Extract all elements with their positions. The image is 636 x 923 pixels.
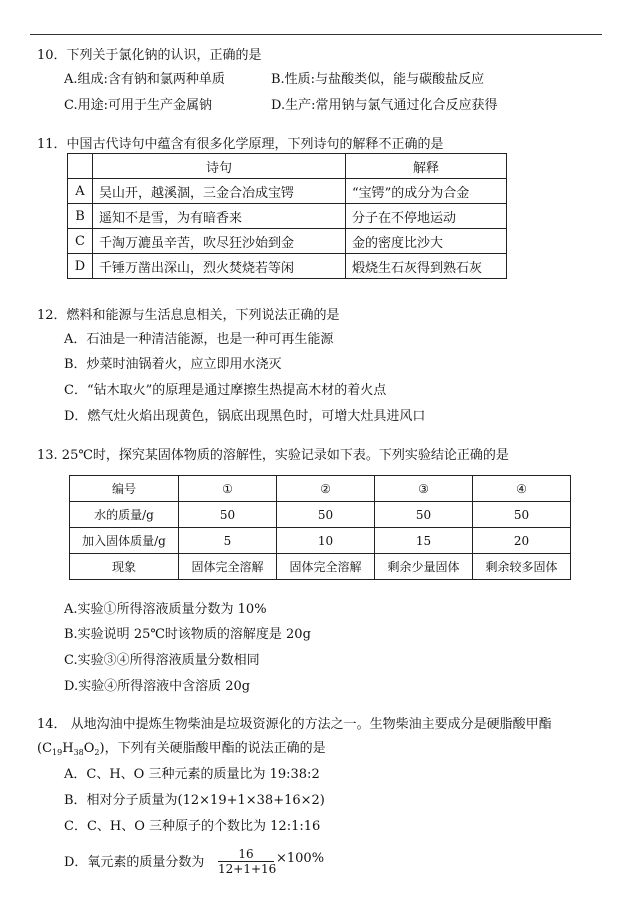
q13-option-d: D.实验④所得溶液中含溶质 20g: [64, 679, 251, 694]
table-cell: 固体完全溶解: [277, 554, 375, 580]
q12-stem: 12．燃料和能源与生活息息相关，下列说法正确的是: [37, 308, 340, 323]
table-cell: 千锤万凿出深山，烈火焚烧若等闲: [93, 254, 346, 279]
table-header-cell: ③: [375, 476, 473, 502]
table-cell: 50: [375, 502, 473, 528]
table-cell: 吴山开，越溪涸，三金合冶成宝锷: [93, 179, 346, 204]
table-cell: 50: [277, 502, 375, 528]
table-header-cell: ②: [277, 476, 375, 502]
top-rule: [30, 34, 602, 35]
table-cell: 15: [375, 528, 473, 554]
q11-stem: 11．中国古代诗句中蕴含有很多化学原理，下列诗句的解释不正确的是: [37, 137, 444, 152]
table-cell: B: [68, 204, 93, 229]
q14-option-a: A．C、H、O 三种元素的质量比为 19:38:2: [64, 767, 320, 782]
q11-table: [67, 153, 507, 279]
table-row: [68, 229, 507, 254]
table-cell: 千淘万漉虽辛苦，吹尽狂沙始到金: [93, 229, 346, 254]
table-header-cell: 编号: [70, 476, 179, 502]
table-cell: 水的质量/g: [70, 502, 179, 528]
table-cell: D: [68, 254, 93, 279]
formula-text: O: [83, 741, 95, 756]
q12-option-b: B．炒菜时油锅着火，应立即用水浇灭: [64, 357, 282, 372]
q14-option-c: C．C、H、O 三种原子的个数比为 12:1:16: [64, 819, 321, 834]
q14-option-d-prefix: D．氧元素的质量分数为: [64, 855, 205, 870]
table-cell: “宝锷”的成分为合金: [346, 179, 507, 204]
table-cell: 50: [179, 502, 277, 528]
formula-text: H: [62, 741, 74, 756]
q13-option-c: C.实验③④所得溶液质量分数相同: [64, 653, 260, 668]
q14-stem-formula: [37, 737, 326, 757]
fraction-numerator: 16: [218, 847, 274, 862]
q10-option-b: B.性质:与盐酸类似，能与碳酸盐反应: [271, 72, 485, 87]
table-cell: 10: [277, 528, 375, 554]
table-cell: 煅烧生石灰得到熟石灰: [346, 254, 507, 279]
q14-option-b: B．相对分子质量为(12×19+1×38+16×2): [64, 793, 325, 808]
table-cell: 固体完全溶解: [179, 554, 277, 580]
formula-subscript: 38: [73, 748, 84, 757]
table-cell: 现象: [70, 554, 179, 580]
table-cell: 加入固体质量/g: [70, 528, 179, 554]
table-cell: C: [68, 229, 93, 254]
q14-option-d-fraction: [218, 847, 277, 876]
q14-option-d-suffix: ×100%: [276, 851, 325, 866]
table-cell: 5: [179, 528, 277, 554]
q13-option-b: B.实验说明 25℃时该物质的溶解度是 20g: [64, 627, 311, 642]
table-cell: A: [68, 179, 93, 204]
formula-text: (C: [37, 741, 53, 756]
formula-subscript: 2: [94, 748, 100, 757]
table-row: [68, 179, 507, 204]
q14-stem-tail: )，下列有关硬脂酸甲酯的说法正确的是: [99, 741, 326, 756]
table-cell: 20: [473, 528, 571, 554]
q10-option-c: C.用途:可用于生产金属钠: [64, 98, 212, 113]
table-cell: 剩余较多固体: [473, 554, 571, 580]
table-cell: 分子在不停地运动: [346, 204, 507, 229]
q14-stem: 14． 从地沟油中提炼生物柴油是垃圾资源化的方法之一。生物柴油主要成分是硬脂酸甲酯: [37, 717, 552, 732]
q10-option-a: A.组成:含有钠和氯两种单质: [64, 72, 225, 87]
table-header-cell: 解释: [346, 154, 507, 179]
table-header-row: [70, 476, 571, 502]
formula-subscript: 19: [52, 748, 63, 757]
table-header-row: [68, 154, 507, 179]
table-row: [70, 502, 571, 528]
table-cell: 剩余少量固体: [375, 554, 473, 580]
q12-option-d: D．燃气灶火焰出现黄色，锅底出现黑色时，可增大灶具进风口: [64, 409, 426, 424]
q10-option-d: D.生产:常用钠与氯气通过化合反应获得: [271, 98, 498, 113]
q12-option-c: C．“钻木取火”的原理是通过摩擦生热提高木材的着火点: [64, 383, 387, 398]
table-header-cell: ④: [473, 476, 571, 502]
q13-table: [69, 475, 571, 580]
table-cell: 金的密度比沙大: [346, 229, 507, 254]
table-row: [70, 554, 571, 580]
table-header-cell: ①: [179, 476, 277, 502]
q12-option-a: A．石油是一种清洁能源，也是一种可再生能源: [64, 332, 334, 347]
q10-stem: 10．下列关于氯化钠的认识，正确的是: [37, 48, 262, 63]
table-row: [70, 528, 571, 554]
table-row: [68, 204, 507, 229]
table-cell: 50: [473, 502, 571, 528]
table-cell: [68, 154, 93, 179]
table-row: [68, 254, 507, 279]
q13-option-a: A.实验①所得溶液质量分数为 10%: [64, 602, 267, 617]
fraction-denominator: 12+1+16: [218, 862, 277, 876]
q13-stem: 13. 25℃时，探究某固体物质的溶解性，实验记录如下表。下列实验结论正确的是: [37, 448, 509, 463]
table-header-cell: 诗句: [93, 154, 346, 179]
table-cell: 遥知不是雪，为有暗香来: [93, 204, 346, 229]
